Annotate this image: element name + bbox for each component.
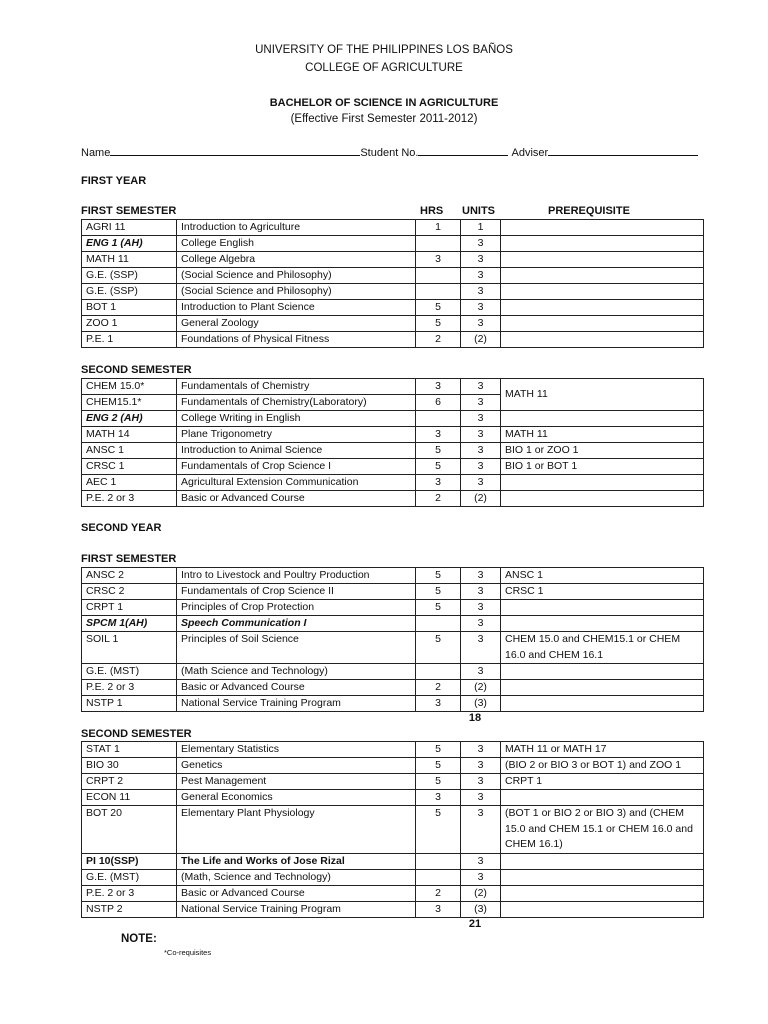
course-units-cell: 3	[461, 427, 501, 443]
table-row	[82, 491, 704, 507]
course-code-cell: SPCM 1(AH)	[82, 616, 177, 632]
course-title-cell: Introduction to Plant Science	[177, 300, 416, 316]
y2s1-heading: FIRST SEMESTER	[81, 553, 177, 565]
course-hrs-cell: 5	[416, 600, 461, 616]
course-units-cell: 3	[461, 443, 501, 459]
table-row	[82, 475, 704, 491]
course-hrs-cell: 5	[416, 584, 461, 600]
course-code-cell: PI 10(SSP)	[82, 853, 177, 869]
course-hrs-cell	[416, 616, 461, 632]
course-units-cell: 1	[461, 220, 501, 236]
course-hrs-cell: 3	[416, 696, 461, 712]
course-units-cell: 3	[461, 742, 501, 758]
course-prereq-cell	[501, 600, 704, 616]
course-code-cell: MATH 11	[82, 252, 177, 268]
course-units-cell: 3	[461, 774, 501, 790]
table-row	[82, 790, 704, 806]
course-title-cell: College Algebra	[177, 252, 416, 268]
course-units-cell: 3	[461, 252, 501, 268]
table-row	[82, 443, 704, 459]
course-code-cell: BOT 20	[82, 806, 177, 854]
course-units-cell: 3	[461, 632, 501, 664]
course-hrs-cell: 3	[416, 790, 461, 806]
course-hrs-cell	[416, 664, 461, 680]
course-title-cell: Basic or Advanced Course	[177, 885, 416, 901]
course-code-cell: P.E. 2 or 3	[82, 491, 177, 507]
y1s1-heading: FIRST SEMESTER	[81, 205, 177, 217]
program-title: BACHELOR OF SCIENCE IN AGRICULTURE	[269, 97, 499, 109]
table-row	[82, 742, 704, 758]
course-title-cell: Intro to Livestock and Poultry Production	[177, 568, 416, 584]
course-hrs-cell: 5	[416, 742, 461, 758]
course-hrs-cell: 3	[416, 427, 461, 443]
course-units-cell: 3	[461, 758, 501, 774]
course-prereq-cell	[501, 316, 704, 332]
course-title-cell: (Social Science and Philosophy)	[177, 268, 416, 284]
course-code-cell: CHEM15.1*	[82, 395, 177, 411]
course-title-cell: Agricultural Extension Communication	[177, 475, 416, 491]
course-hrs-cell: 5	[416, 300, 461, 316]
course-prereq-cell	[501, 220, 704, 236]
y1s2-table	[81, 378, 704, 507]
course-code-cell: ZOO 1	[82, 316, 177, 332]
course-title-cell: Plane Trigonometry	[177, 427, 416, 443]
table-row	[82, 869, 704, 885]
course-title-cell: Fundamentals of Crop Science II	[177, 584, 416, 600]
course-units-cell: 3	[461, 379, 501, 395]
course-code-cell: SOIL 1	[82, 632, 177, 664]
first-year-heading: FIRST YEAR	[81, 175, 147, 187]
course-prereq-cell	[501, 901, 704, 917]
table-row	[82, 220, 704, 236]
course-title-cell: General Zoology	[177, 316, 416, 332]
table-row	[82, 664, 704, 680]
name-label: Name	[81, 147, 111, 159]
course-prereq-cell	[501, 332, 704, 348]
y2s1-table	[81, 567, 704, 712]
course-code-cell: AGRI 11	[82, 220, 177, 236]
table-row	[82, 680, 704, 696]
course-units-cell: 3	[461, 806, 501, 854]
y2s2-table	[81, 741, 704, 918]
student-no-label: Student No.	[360, 147, 419, 159]
course-title-cell: Foundations of Physical Fitness	[177, 332, 416, 348]
course-code-cell: BIO 30	[82, 758, 177, 774]
course-title-cell: National Service Training Program	[177, 696, 416, 712]
table-row	[82, 774, 704, 790]
course-hrs-cell: 2	[416, 491, 461, 507]
course-title-cell: (Social Science and Philosophy)	[177, 284, 416, 300]
course-units-cell: (2)	[461, 491, 501, 507]
course-prereq-cell	[501, 284, 704, 300]
course-code-cell: STAT 1	[82, 742, 177, 758]
course-units-cell: 3	[461, 316, 501, 332]
course-hrs-cell: 2	[416, 885, 461, 901]
course-code-cell: ANSC 2	[82, 568, 177, 584]
course-units-cell: 3	[461, 584, 501, 600]
course-prereq-cell	[501, 252, 704, 268]
course-hrs-cell: 5	[416, 568, 461, 584]
table-row	[82, 632, 704, 664]
course-code-cell: P.E. 1	[82, 332, 177, 348]
table-row	[82, 379, 704, 395]
course-prereq-cell	[501, 853, 704, 869]
course-prereq-cell	[501, 268, 704, 284]
course-title-cell: College English	[177, 236, 416, 252]
course-units-cell: (3)	[461, 901, 501, 917]
course-prereq-cell: (BIO 2 or BIO 3 or BOT 1) and ZOO 1	[501, 758, 704, 774]
name-field[interactable]	[110, 144, 360, 156]
course-units-cell: 3	[461, 411, 501, 427]
course-prereq-cell: CHEM 15.0 and CHEM15.1 or CHEM 16.0 and CHEM 16.1	[501, 632, 704, 664]
table-row	[82, 758, 704, 774]
course-prereq-cell: BIO 1 or BOT 1	[501, 459, 704, 475]
course-units-cell: 3	[461, 268, 501, 284]
course-title-cell: Genetics	[177, 758, 416, 774]
y1s2-heading: SECOND SEMESTER	[81, 364, 192, 376]
course-prereq-cell: MATH 11 or MATH 17	[501, 742, 704, 758]
course-code-cell: ECON 11	[82, 790, 177, 806]
course-prereq-cell	[501, 869, 704, 885]
student-no-field[interactable]	[418, 144, 508, 156]
hrs-header: HRS	[420, 205, 444, 217]
course-code-cell: G.E. (SSP)	[82, 268, 177, 284]
units-header: UNITS	[462, 205, 495, 217]
y2s2-total-units: 21	[468, 918, 482, 930]
course-units-cell: 3	[461, 300, 501, 316]
corequisite-note: *Co-requisites	[164, 948, 212, 957]
course-hrs-cell: 5	[416, 443, 461, 459]
course-hrs-cell	[416, 869, 461, 885]
table-row	[82, 427, 704, 443]
course-hrs-cell	[416, 284, 461, 300]
table-row	[82, 901, 704, 917]
course-units-cell: 3	[461, 568, 501, 584]
course-hrs-cell	[416, 853, 461, 869]
adviser-field[interactable]	[548, 144, 698, 156]
prerequisite-header: PREREQUISITE	[548, 205, 630, 217]
course-code-cell: CRSC 2	[82, 584, 177, 600]
table-row	[82, 268, 704, 284]
table-row	[82, 236, 704, 252]
y1s1-table	[81, 219, 704, 348]
course-prereq-cell	[501, 664, 704, 680]
course-code-cell: P.E. 2 or 3	[82, 885, 177, 901]
course-title-cell: Principles of Crop Protection	[177, 600, 416, 616]
course-hrs-cell: 2	[416, 680, 461, 696]
course-code-cell: P.E. 2 or 3	[82, 680, 177, 696]
course-code-cell: NSTP 1	[82, 696, 177, 712]
course-prereq-cell: (BOT 1 or BIO 2 or BIO 3) and (CHEM 15.0 and CHEM 15.1 or CHEM 16.0 and CHEM 16.1)	[501, 806, 704, 854]
course-code-cell: ENG 2 (AH)	[82, 411, 177, 427]
second-year-heading: SECOND YEAR	[81, 522, 162, 534]
course-hrs-cell: 5	[416, 774, 461, 790]
table-row	[82, 332, 704, 348]
course-hrs-cell: 6	[416, 395, 461, 411]
course-units-cell: 3	[461, 459, 501, 475]
adviser-label: Adviser	[511, 147, 549, 159]
table-row	[82, 806, 704, 854]
course-code-cell: ENG 1 (AH)	[82, 236, 177, 252]
table-row	[82, 411, 704, 427]
course-units-cell: 3	[461, 869, 501, 885]
table-row	[82, 616, 704, 632]
course-prereq-cell	[501, 616, 704, 632]
course-units-cell: (2)	[461, 885, 501, 901]
course-prereq-cell: CRPT 1	[501, 774, 704, 790]
table-row	[82, 853, 704, 869]
course-units-cell: (3)	[461, 696, 501, 712]
university-name: UNIVERSITY OF THE PHILIPPINES LOS BAÑOS	[255, 44, 513, 56]
course-prereq-cell	[501, 885, 704, 901]
course-prereq-cell	[501, 475, 704, 491]
course-prereq-cell	[501, 411, 704, 427]
course-title-cell: Introduction to Animal Science	[177, 443, 416, 459]
course-prereq-cell: ANSC 1	[501, 568, 704, 584]
course-hrs-cell: 3	[416, 252, 461, 268]
course-code-cell: CRPT 1	[82, 600, 177, 616]
course-hrs-cell	[416, 411, 461, 427]
table-row	[82, 316, 704, 332]
course-prereq-cell	[501, 790, 704, 806]
course-prereq-cell	[501, 696, 704, 712]
course-units-cell: 3	[461, 853, 501, 869]
course-title-cell: Elementary Plant Physiology	[177, 806, 416, 854]
course-code-cell: G.E. (SSP)	[82, 284, 177, 300]
course-hrs-cell: 3	[416, 475, 461, 491]
course-hrs-cell: 5	[416, 632, 461, 664]
course-units-cell: 3	[461, 616, 501, 632]
course-hrs-cell: 3	[416, 379, 461, 395]
table-row	[82, 600, 704, 616]
course-units-cell: 3	[461, 236, 501, 252]
course-code-cell: NSTP 2	[82, 901, 177, 917]
course-code-cell: G.E. (MST)	[82, 869, 177, 885]
course-units-cell: 3	[461, 284, 501, 300]
table-row	[82, 459, 704, 475]
course-hrs-cell: 2	[416, 332, 461, 348]
table-row	[82, 300, 704, 316]
course-title-cell: Principles of Soil Science	[177, 632, 416, 664]
course-prereq-cell	[501, 491, 704, 507]
course-title-cell: Basic or Advanced Course	[177, 491, 416, 507]
course-title-cell: The Life and Works of Jose Rizal	[177, 853, 416, 869]
course-title-cell: Introduction to Agriculture	[177, 220, 416, 236]
course-title-cell: Basic or Advanced Course	[177, 680, 416, 696]
course-units-cell: 3	[461, 475, 501, 491]
course-prereq-cell: MATH 11	[501, 379, 704, 411]
course-prereq-cell: MATH 11	[501, 427, 704, 443]
course-hrs-cell: 5	[416, 758, 461, 774]
course-hrs-cell: 1	[416, 220, 461, 236]
course-prereq-cell	[501, 236, 704, 252]
course-hrs-cell: 3	[416, 901, 461, 917]
course-title-cell: College Writing in English	[177, 411, 416, 427]
course-hrs-cell: 5	[416, 806, 461, 854]
course-units-cell: 3	[461, 600, 501, 616]
course-hrs-cell	[416, 268, 461, 284]
course-title-cell: Fundamentals of Chemistry	[177, 379, 416, 395]
course-title-cell: National Service Training Program	[177, 901, 416, 917]
course-code-cell: CRPT 2	[82, 774, 177, 790]
course-title-cell: (Math Science and Technology)	[177, 664, 416, 680]
course-title-cell: (Math, Science and Technology)	[177, 869, 416, 885]
course-code-cell: BOT 1	[82, 300, 177, 316]
table-row	[82, 696, 704, 712]
course-title-cell: Speech Communication I	[177, 616, 416, 632]
course-prereq-cell: CRSC 1	[501, 584, 704, 600]
y2s1-total-units: 18	[468, 712, 482, 724]
table-row	[82, 885, 704, 901]
course-code-cell: CRSC 1	[82, 459, 177, 475]
course-prereq-cell	[501, 300, 704, 316]
course-code-cell: CHEM 15.0*	[82, 379, 177, 395]
note-label: NOTE:	[121, 933, 157, 945]
course-title-cell: Pest Management	[177, 774, 416, 790]
course-units-cell: (2)	[461, 332, 501, 348]
course-code-cell: ANSC 1	[82, 443, 177, 459]
student-info-row	[81, 144, 691, 159]
course-units-cell: 3	[461, 664, 501, 680]
effective-date: (Effective First Semester 2011-2012)	[290, 113, 478, 125]
course-units-cell: 3	[461, 790, 501, 806]
course-code-cell: AEC 1	[82, 475, 177, 491]
course-title-cell: General Economics	[177, 790, 416, 806]
course-units-cell: (2)	[461, 680, 501, 696]
course-hrs-cell: 5	[416, 316, 461, 332]
course-hrs-cell: 5	[416, 459, 461, 475]
college-name: COLLEGE OF AGRICULTURE	[305, 62, 463, 74]
course-prereq-cell: BIO 1 or ZOO 1	[501, 443, 704, 459]
y2s2-heading: SECOND SEMESTER	[81, 728, 192, 740]
table-row	[82, 584, 704, 600]
course-units-cell: 3	[461, 395, 501, 411]
course-title-cell: Fundamentals of Chemistry(Laboratory)	[177, 395, 416, 411]
course-prereq-cell	[501, 680, 704, 696]
table-row	[82, 284, 704, 300]
course-title-cell: Fundamentals of Crop Science I	[177, 459, 416, 475]
course-code-cell: G.E. (MST)	[82, 664, 177, 680]
course-code-cell: MATH 14	[82, 427, 177, 443]
table-row	[82, 252, 704, 268]
course-title-cell: Elementary Statistics	[177, 742, 416, 758]
table-row	[82, 568, 704, 584]
course-hrs-cell	[416, 236, 461, 252]
